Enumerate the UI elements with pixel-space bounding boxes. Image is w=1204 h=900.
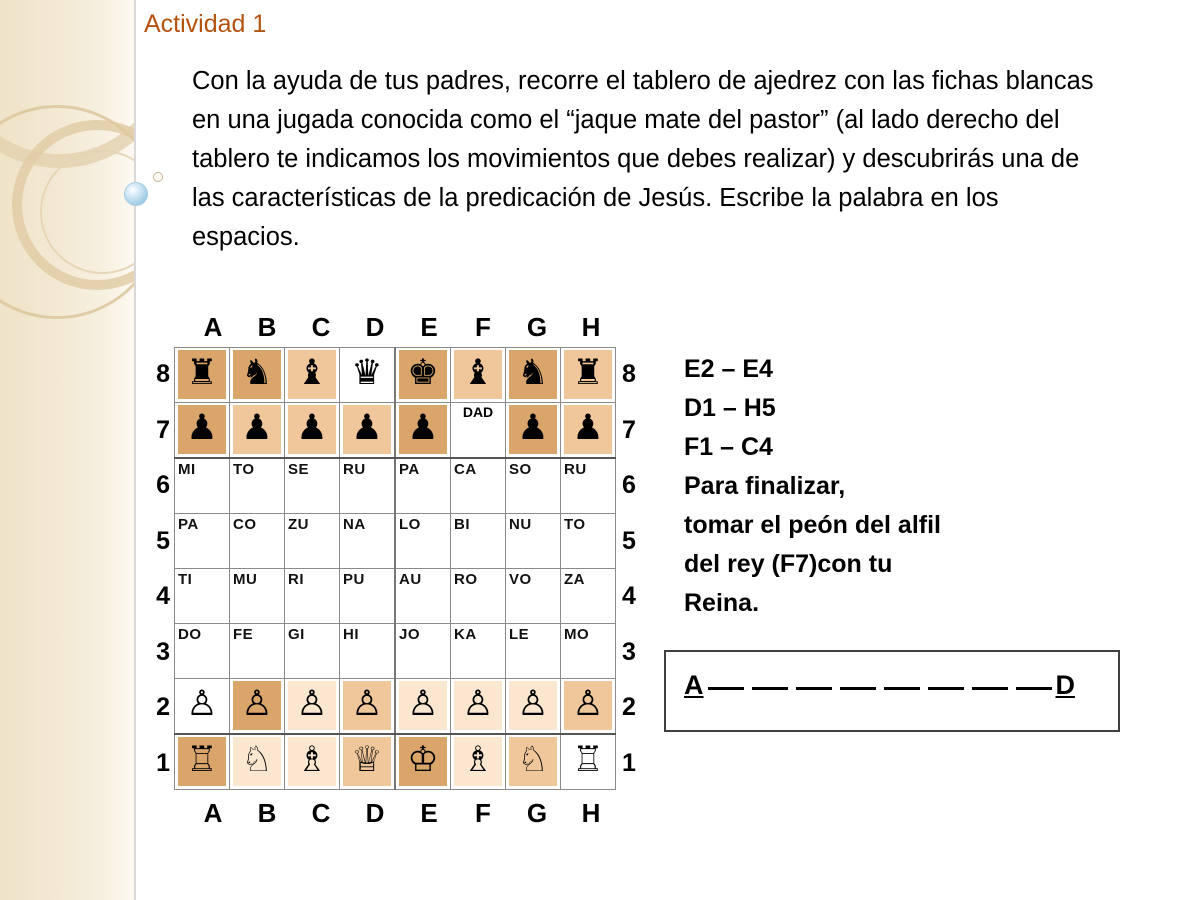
move-line-6: del rey (F7)con tu bbox=[684, 550, 893, 578]
board-square-e4[interactable] bbox=[395, 569, 451, 624]
piece-glyph: ♟ bbox=[241, 408, 273, 447]
square-word: PU bbox=[343, 571, 365, 588]
white-queen bbox=[343, 737, 391, 786]
rank-label-4: 4 bbox=[156, 582, 170, 611]
black-pawn bbox=[233, 405, 281, 454]
square-word: CA bbox=[454, 461, 477, 478]
square-word: LE bbox=[509, 626, 530, 643]
file-label-b: B bbox=[257, 798, 277, 828]
piece-glyph: ♝ bbox=[462, 353, 494, 392]
board-square-g3[interactable] bbox=[506, 624, 561, 679]
board-square-c6[interactable] bbox=[285, 458, 340, 514]
board-square-f6[interactable] bbox=[451, 458, 506, 514]
board-rank-8 bbox=[175, 348, 616, 403]
rank-label-3: 3 bbox=[156, 637, 170, 666]
piece-glyph: ♚ bbox=[407, 353, 439, 392]
square-word: ZA bbox=[564, 571, 585, 588]
rank-label-5: 5 bbox=[622, 526, 636, 555]
board-square-g4[interactable] bbox=[506, 569, 561, 624]
piece-glyph: ♗ bbox=[462, 740, 494, 779]
activity-title: Actividad 1 bbox=[144, 10, 267, 38]
move-line-7: Reina. bbox=[684, 589, 760, 617]
white-king bbox=[399, 737, 447, 786]
board-square-a7[interactable] bbox=[175, 403, 230, 459]
rank-label-5: 5 bbox=[156, 526, 170, 555]
board-rank-1 bbox=[175, 734, 616, 790]
file-label-f: F bbox=[475, 312, 491, 342]
square-word: SE bbox=[288, 461, 310, 478]
board-square-c3[interactable] bbox=[285, 624, 340, 679]
board-square-e7[interactable] bbox=[395, 403, 451, 459]
board-square-f3[interactable] bbox=[451, 624, 506, 679]
square-word: NU bbox=[509, 516, 532, 533]
file-label-h: H bbox=[581, 798, 601, 828]
piece-glyph: ♙ bbox=[351, 684, 383, 723]
black-pawn bbox=[178, 405, 226, 454]
answer-blank[interactable] bbox=[972, 686, 1008, 690]
black-bishop bbox=[454, 350, 502, 399]
white-pawn bbox=[178, 681, 226, 730]
board-square-f8[interactable] bbox=[451, 348, 506, 403]
white-pawn bbox=[399, 681, 447, 730]
board-square-d4[interactable] bbox=[340, 569, 396, 624]
square-word: SO bbox=[509, 461, 532, 478]
answer-blank[interactable] bbox=[928, 686, 964, 690]
black-king bbox=[399, 350, 447, 399]
square-word: CO bbox=[233, 516, 257, 533]
piece-glyph: ♕ bbox=[351, 740, 383, 779]
black-queen bbox=[343, 350, 391, 399]
file-label-d: D bbox=[365, 312, 385, 342]
piece-glyph: ♟ bbox=[572, 408, 604, 447]
answer-first-letter: A bbox=[684, 670, 704, 700]
board-square-h8[interactable] bbox=[561, 348, 616, 403]
board-square-a3[interactable] bbox=[175, 624, 230, 679]
board-square-h4[interactable] bbox=[561, 569, 616, 624]
answer-blank[interactable] bbox=[884, 686, 920, 690]
square-word: NA bbox=[343, 516, 366, 533]
move-line-4: Para finalizar, bbox=[684, 472, 846, 500]
file-label-g: G bbox=[526, 312, 548, 342]
board-square-e1[interactable] bbox=[395, 734, 451, 790]
board-square-b5[interactable] bbox=[230, 514, 285, 569]
square-word: TO bbox=[233, 461, 255, 478]
piece-glyph: ♖ bbox=[572, 740, 604, 779]
piece-glyph: ♔ bbox=[407, 740, 439, 779]
board-rank-3 bbox=[175, 624, 616, 679]
board-square-b2[interactable] bbox=[230, 679, 285, 735]
board-rank-2 bbox=[175, 679, 616, 735]
square-word: RO bbox=[454, 571, 478, 588]
board-square-d8[interactable] bbox=[340, 348, 396, 403]
black-rook bbox=[178, 350, 226, 399]
board-square-d7[interactable] bbox=[340, 403, 396, 459]
file-label-d: D bbox=[365, 798, 385, 828]
board-square-c5[interactable] bbox=[285, 514, 340, 569]
square-word: KA bbox=[454, 626, 477, 643]
file-label-f: F bbox=[475, 798, 491, 828]
black-pawn bbox=[399, 405, 447, 454]
black-rook bbox=[564, 350, 612, 399]
board-square-g5[interactable] bbox=[506, 514, 561, 569]
square-word: FE bbox=[233, 626, 254, 643]
file-label-e: E bbox=[420, 798, 438, 828]
rank-labels-right bbox=[616, 347, 646, 790]
piece-glyph: ♗ bbox=[296, 740, 328, 779]
file-label-a: A bbox=[203, 798, 223, 828]
square-word: VO bbox=[509, 571, 532, 588]
board-square-h7[interactable] bbox=[561, 403, 616, 459]
board-square-c8[interactable] bbox=[285, 348, 340, 403]
board-square-e6[interactable] bbox=[395, 458, 451, 514]
board-square-h5[interactable] bbox=[561, 514, 616, 569]
board-square-g7[interactable] bbox=[506, 403, 561, 459]
piece-glyph: ♟ bbox=[407, 408, 439, 447]
answer-blank[interactable] bbox=[752, 686, 788, 690]
square-word bbox=[454, 405, 502, 454]
board-square-d5[interactable] bbox=[340, 514, 396, 569]
white-bishop bbox=[288, 737, 336, 786]
board-square-f7[interactable] bbox=[451, 403, 506, 459]
answer-blanks bbox=[684, 670, 1075, 701]
file-label-g: G bbox=[526, 798, 548, 828]
piece-glyph: ♞ bbox=[241, 353, 273, 392]
white-pawn bbox=[233, 681, 281, 730]
piece-glyph: ♙ bbox=[572, 684, 604, 723]
piece-glyph: ♙ bbox=[462, 684, 494, 723]
piece-glyph: ♙ bbox=[186, 684, 218, 723]
board-square-b4[interactable] bbox=[230, 569, 285, 624]
square-word: RI bbox=[288, 571, 304, 588]
board-square-b6[interactable] bbox=[230, 458, 285, 514]
square-word: MU bbox=[233, 571, 258, 588]
board-square-e2[interactable] bbox=[395, 679, 451, 735]
board-square-a1[interactable] bbox=[175, 734, 230, 790]
piece-glyph: ♘ bbox=[517, 740, 549, 779]
board-square-h2[interactable] bbox=[561, 679, 616, 735]
square-word: GI bbox=[288, 626, 305, 643]
board-square-a5[interactable] bbox=[175, 514, 230, 569]
board-square-h6[interactable] bbox=[561, 458, 616, 514]
board-square-g8[interactable] bbox=[506, 348, 561, 403]
file-label-c: C bbox=[311, 798, 331, 828]
board-square-c4[interactable] bbox=[285, 569, 340, 624]
move-line-2: D1 – H5 bbox=[684, 394, 776, 422]
square-word: RU bbox=[343, 461, 366, 478]
board-square-f2[interactable] bbox=[451, 679, 506, 735]
decorative-left-band bbox=[0, 0, 136, 900]
rank-label-8: 8 bbox=[156, 360, 170, 388]
board-square-f1[interactable] bbox=[451, 734, 506, 790]
board-square-e8[interactable] bbox=[395, 348, 451, 403]
board-square-e5[interactable] bbox=[395, 514, 451, 569]
file-label-e: E bbox=[420, 312, 438, 342]
board-square-b8[interactable] bbox=[230, 348, 285, 403]
piece-glyph: ♜ bbox=[572, 353, 604, 392]
move-line-3: F1 – C4 bbox=[684, 433, 773, 461]
rank-label-3: 3 bbox=[622, 637, 636, 666]
square-word: PA bbox=[178, 516, 199, 533]
board-square-b1[interactable] bbox=[230, 734, 285, 790]
board-square-d2[interactable] bbox=[340, 679, 396, 735]
board-square-d6[interactable] bbox=[340, 458, 396, 514]
board-square-g1[interactable] bbox=[506, 734, 561, 790]
board-square-h1[interactable] bbox=[561, 734, 616, 790]
board-rank-4 bbox=[175, 569, 616, 624]
rank-labels-left bbox=[144, 347, 174, 790]
piece-glyph: ♖ bbox=[186, 740, 218, 779]
board-square-d1[interactable] bbox=[340, 734, 396, 790]
square-word: ZU bbox=[288, 516, 309, 533]
move-line-5: tomar el peón del alfil bbox=[684, 511, 941, 539]
white-pawn bbox=[454, 681, 502, 730]
black-pawn bbox=[564, 405, 612, 454]
piece-glyph: ♟ bbox=[351, 408, 383, 447]
piece-glyph: ♞ bbox=[517, 353, 549, 392]
black-pawn bbox=[509, 405, 557, 454]
board-square-e3[interactable] bbox=[395, 624, 451, 679]
piece-glyph: ♟ bbox=[186, 408, 218, 447]
board-square-h3[interactable] bbox=[561, 624, 616, 679]
white-pawn bbox=[564, 681, 612, 730]
rank-label-6: 6 bbox=[622, 471, 636, 500]
board-square-c7[interactable] bbox=[285, 403, 340, 459]
file-labels-bottom bbox=[186, 798, 618, 829]
board-square-d3[interactable] bbox=[340, 624, 396, 679]
board-square-c2[interactable] bbox=[285, 679, 340, 735]
move-line-1: E2 – E4 bbox=[684, 355, 773, 383]
board-square-a8[interactable] bbox=[175, 348, 230, 403]
board-square-b3[interactable] bbox=[230, 624, 285, 679]
white-pawn bbox=[343, 681, 391, 730]
board-square-g2[interactable] bbox=[506, 679, 561, 735]
board-square-f4[interactable] bbox=[451, 569, 506, 624]
answer-box[interactable] bbox=[664, 650, 1120, 732]
piece-glyph: DAD bbox=[462, 404, 494, 420]
file-label-a: A bbox=[203, 312, 223, 342]
square-word: AU bbox=[399, 571, 422, 588]
square-word: JO bbox=[399, 626, 421, 643]
white-knight bbox=[509, 737, 557, 786]
piece-glyph: ♙ bbox=[517, 684, 549, 723]
rank-label-1: 1 bbox=[156, 748, 170, 777]
square-word: RU bbox=[564, 461, 587, 478]
rank-label-6: 6 bbox=[156, 471, 170, 500]
answer-blank[interactable] bbox=[840, 686, 876, 690]
white-knight bbox=[233, 737, 281, 786]
piece-glyph: ♟ bbox=[296, 408, 328, 447]
chess-board-area bbox=[144, 312, 646, 829]
board-square-a4[interactable] bbox=[175, 569, 230, 624]
board-square-g6[interactable] bbox=[506, 458, 561, 514]
file-label-b: B bbox=[257, 312, 277, 342]
board-square-f5[interactable] bbox=[451, 514, 506, 569]
piece-glyph: ♙ bbox=[241, 684, 273, 723]
worksheet-content bbox=[136, 0, 1204, 900]
answer-blank[interactable] bbox=[708, 686, 744, 690]
piece-glyph: ♜ bbox=[186, 353, 218, 392]
piece-glyph: ♟ bbox=[517, 408, 549, 447]
board-square-a2[interactable] bbox=[175, 679, 230, 735]
chess-board[interactable] bbox=[174, 347, 616, 790]
black-pawn bbox=[288, 405, 336, 454]
piece-glyph: ♝ bbox=[296, 353, 328, 392]
rank-label-4: 4 bbox=[622, 582, 636, 611]
rank-label-2: 2 bbox=[622, 693, 636, 722]
white-pawn bbox=[509, 681, 557, 730]
answer-blank[interactable] bbox=[1016, 686, 1052, 690]
board-rank-7 bbox=[175, 403, 616, 459]
board-rank-6 bbox=[175, 458, 616, 514]
square-word: TO bbox=[564, 516, 586, 533]
square-word: BI bbox=[454, 516, 470, 533]
square-word: PA bbox=[399, 461, 420, 478]
board-rank-5 bbox=[175, 514, 616, 569]
rank-label-8: 8 bbox=[622, 360, 636, 388]
answer-last-letter: D bbox=[1055, 670, 1075, 700]
board-square-a6[interactable] bbox=[175, 458, 230, 514]
file-label-h: H bbox=[581, 312, 601, 342]
white-rook bbox=[564, 737, 612, 786]
black-knight bbox=[233, 350, 281, 399]
board-square-b7[interactable] bbox=[230, 403, 285, 459]
piece-glyph: ♘ bbox=[241, 740, 273, 779]
board-square-c1[interactable] bbox=[285, 734, 340, 790]
rank-label-7: 7 bbox=[156, 415, 170, 444]
black-knight bbox=[509, 350, 557, 399]
file-labels-top bbox=[186, 312, 618, 343]
file-label-c: C bbox=[311, 312, 331, 342]
black-pawn bbox=[343, 405, 391, 454]
rank-label-1: 1 bbox=[622, 748, 636, 777]
white-rook bbox=[178, 737, 226, 786]
square-word: MI bbox=[178, 461, 196, 478]
square-word: HI bbox=[343, 626, 359, 643]
square-word: TI bbox=[178, 571, 193, 588]
piece-glyph: ♙ bbox=[407, 684, 439, 723]
square-word: MO bbox=[564, 626, 590, 643]
white-bishop bbox=[454, 737, 502, 786]
piece-glyph: ♙ bbox=[296, 684, 328, 723]
rank-label-7: 7 bbox=[622, 415, 636, 444]
rank-label-2: 2 bbox=[156, 693, 170, 722]
move-instructions bbox=[684, 350, 941, 623]
black-bishop bbox=[288, 350, 336, 399]
square-word: DO bbox=[178, 626, 202, 643]
square-word: LO bbox=[399, 516, 421, 533]
activity-instructions: Con la ayuda de tus padres, recorre el tablero de ajedrez con las fichas blancas en una jugada conocida como el “jaque mate del pastor” (al lado derecho del tablero te indicamos los movimientos que debes realizar) y descubrirás una de las características de la predicación de Jesús. Escribe la palabra en los espacios. bbox=[192, 67, 1094, 251]
answer-blank[interactable] bbox=[796, 686, 832, 690]
white-pawn bbox=[288, 681, 336, 730]
piece-glyph: ♛ bbox=[351, 353, 383, 392]
